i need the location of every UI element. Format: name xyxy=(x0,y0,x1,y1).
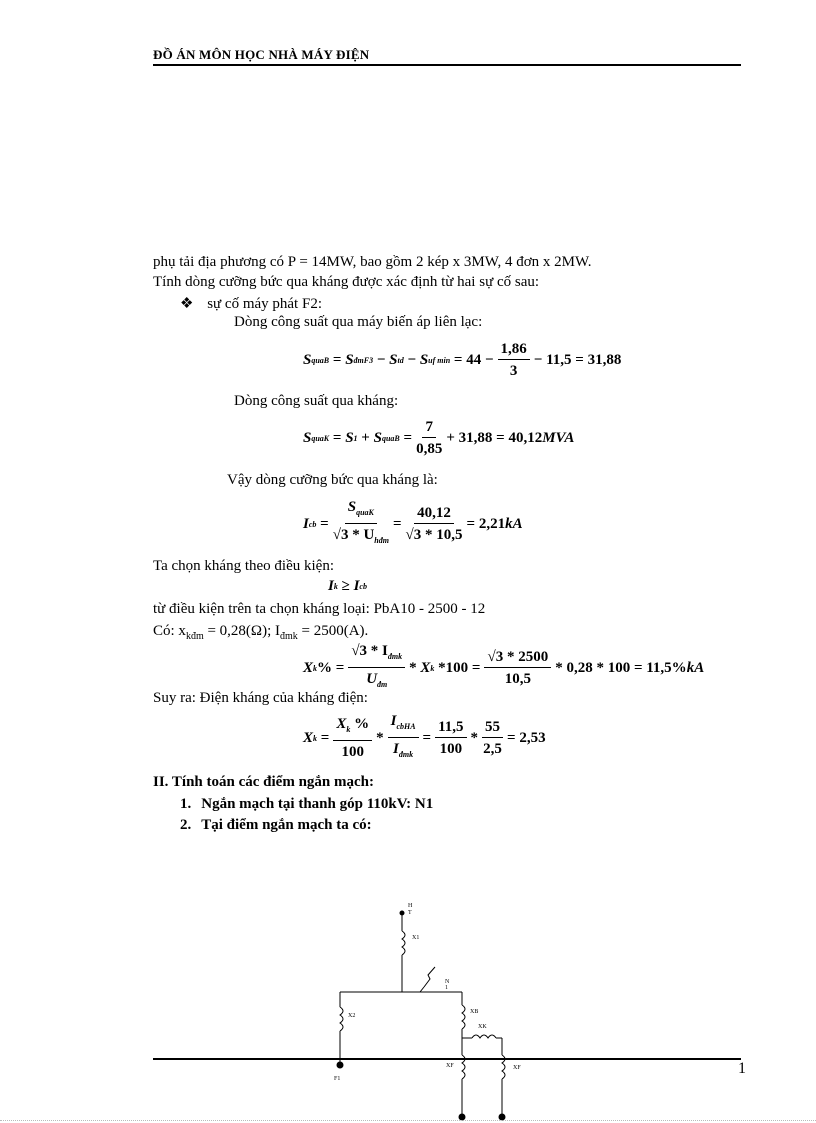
document-header: ĐỒ ÁN MÔN HỌC NHÀ MÁY ĐIỆN xyxy=(153,47,370,62)
equation-xk-percent: X k % = $\frac{√3 * I_{đmk}}{U_{đm}}$ * X k *100 = $\frac{√3 * 2500}{10,5}$ * 0,28 * 100 = 11,5% kA xyxy=(303,643,705,689)
label-x2: X2 xyxy=(348,1013,356,1019)
xb-coil xyxy=(462,1005,465,1029)
paragraph-reactor-type: từ điều kiện trên ta chọn kháng loại: PbA10 - 2500 - 12 xyxy=(153,601,486,617)
equation-s-qua-k: S quaK = S 1 + S quaB = $\frac{7}{0,85}$ + 31,88 = 40,12 MVA xyxy=(303,419,575,457)
equation-xk: X k = $\frac{X_k \%}{100}$ * $\frac{I_{cbHA}}{I_{đmk}}$ = $\frac{11,5}{100}$ * $\frac{55}{2,5}$ = 2,53 xyxy=(303,713,546,760)
bullet-text: sự cố máy phát F2: xyxy=(207,296,322,312)
label-xb: XB xyxy=(470,1009,479,1015)
page-number: 1 xyxy=(738,1060,746,1077)
paragraph-reactor-flow: Dòng công suất qua kháng: xyxy=(234,393,399,409)
paragraph-reactor-params: Có: $x_{kđm} = 0,28(\Omega)$; $I_{đmk} = 2500(A)$. xyxy=(153,623,369,642)
paragraph-transformer-flow: Dòng công suất qua máy biến áp liên lạc: xyxy=(234,314,483,330)
section-heading: II. Tính toán các điểm ngắn mạch: xyxy=(153,774,375,790)
header-divider xyxy=(153,64,741,66)
footer-divider xyxy=(153,1058,741,1060)
label-xk: XK xyxy=(478,1024,487,1030)
page-edge xyxy=(0,1120,816,1121)
label-n2: 1 xyxy=(445,985,448,991)
bullet-item xyxy=(180,294,322,313)
numbered-item-2: 2. Tại điểm ngắn mạch ta có: xyxy=(180,817,372,833)
label-xf-left: XF xyxy=(446,1063,454,1069)
short-circuit-diagram xyxy=(320,895,540,1123)
x1-coil xyxy=(402,931,405,955)
label-x1: X1 xyxy=(412,935,420,941)
label-ht2: T xyxy=(408,910,412,916)
fault-lightning xyxy=(424,967,435,987)
label-ht: H xyxy=(408,903,413,909)
numbered-item-1: 1. Ngắn mạch tại thanh góp 110kV: N1 xyxy=(180,796,434,812)
equation-s-qua-b: S quaB = S đmF3 − S td − S uf min = 44 − $\frac{1,86}{3}$ − 11,5 = 31,88 xyxy=(303,341,622,379)
diamond-bullet-icon: ❖ xyxy=(180,296,194,312)
x2-coil xyxy=(340,1007,343,1031)
paragraph-fault-intro: Tính dòng cưỡng bức qua kháng được xác định từ hai sự cố sau: xyxy=(153,274,540,290)
paragraph-load: phụ tải địa phương có P = 14MW, bao gồm 2 kép x 3MW, 4 đơn x 2MW. xyxy=(153,254,592,270)
paragraph-forced-current: Vậy dòng cưỡng bức qua kháng là: xyxy=(227,472,438,488)
label-n: N xyxy=(445,979,450,985)
paragraph-reactance: Suy ra: Điện kháng của kháng điện: xyxy=(153,690,368,706)
label-f1: F1 xyxy=(334,1076,341,1082)
equation-i-cb: I cb = $\frac{S_{quaK}}{√3 * U_{hđm}}$ = $\frac{40,12}{√3 * 10,5}$ = 2,21 kA xyxy=(303,499,523,545)
xk-coil xyxy=(472,1035,496,1038)
equation-condition: I k ≥ I cb xyxy=(328,578,367,594)
paragraph-condition: Ta chọn kháng theo điều kiện: xyxy=(153,558,334,574)
label-xf-right: XF xyxy=(513,1065,521,1071)
f1-node xyxy=(337,1062,343,1068)
